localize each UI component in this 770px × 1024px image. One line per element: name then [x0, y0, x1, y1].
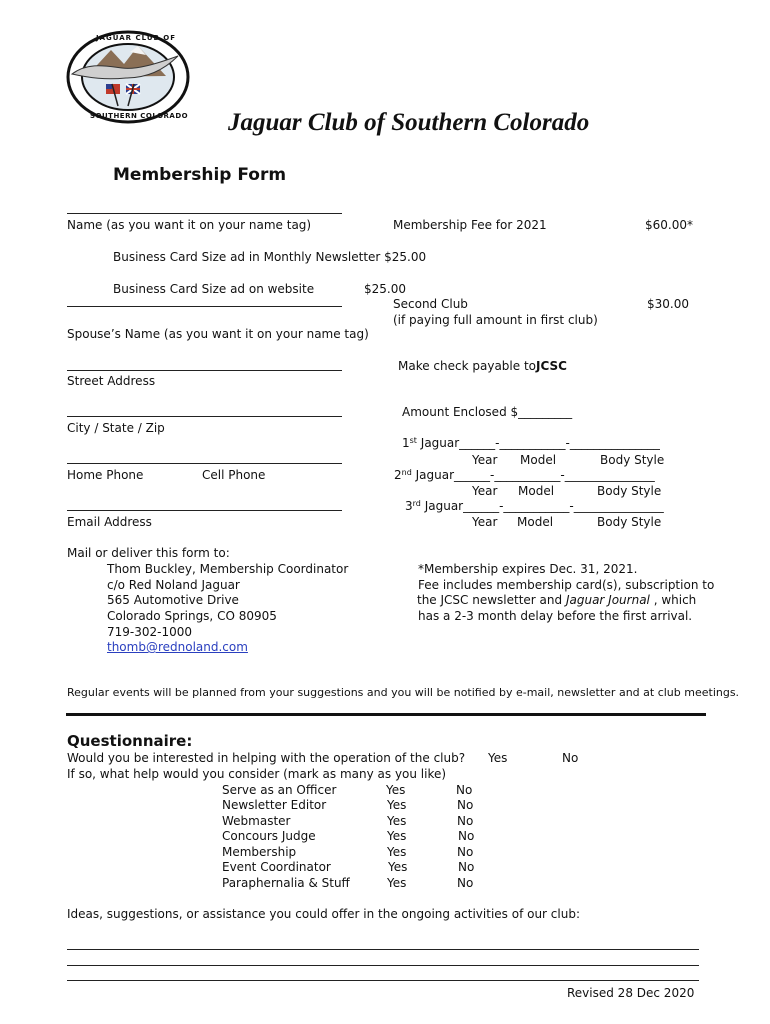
membership-fee-label: Membership Fee for 2021: [393, 218, 547, 232]
jaguar-1-suffix: st: [409, 436, 417, 445]
mail-line-4: Colorado Springs, CO 80905: [107, 609, 277, 623]
club-logo-graphic: [66, 30, 190, 124]
cell-phone-label: Cell Phone: [202, 468, 266, 482]
events-note: Regular events will be planned from your suggestions and you will be notified by e-mail, newsletter and at club meetings.: [67, 686, 740, 699]
jaguar-3-model: Model: [517, 515, 554, 529]
question-1-yes[interactable]: Yes: [488, 751, 508, 765]
logo-text-bottom: SOUTHERN COLORADO: [90, 112, 189, 120]
mail-line-5: 719-302-1000: [107, 625, 193, 639]
ideas-line-1[interactable]: [67, 949, 699, 950]
website-ad-amount: $25.00: [364, 282, 406, 296]
jaguar-1-model: Model: [520, 453, 557, 467]
role-concours-judge-yes[interactable]: Yes: [387, 829, 407, 843]
expiry-line-2: Fee includes membership card(s), subscription to: [418, 578, 715, 592]
payable-label: Make check payable to:: [398, 359, 541, 373]
role-membership-yes[interactable]: Yes: [387, 845, 407, 859]
role-event-coordinator: Event Coordinator: [222, 860, 331, 874]
question-1: Would you be interested in helping with the operation of the club?: [67, 751, 466, 765]
role-webmaster-no[interactable]: No: [457, 814, 474, 828]
name-field-line[interactable]: [67, 213, 342, 214]
role-event-coordinator-no[interactable]: No: [458, 860, 475, 874]
ideas-line-2[interactable]: [67, 965, 699, 966]
jaguar-3-line[interactable]: [405, 500, 664, 512]
newsletter-ad-line: Business Card Size ad in Monthly Newsletter $25.00: [113, 250, 427, 264]
spouse-field-line[interactable]: [67, 306, 342, 307]
second-club-amount: $30.00: [647, 297, 689, 311]
jaguar-2-body: Body Style: [597, 484, 662, 498]
jaguar-journal-title: Jaguar Journal: [565, 593, 650, 607]
mail-line-3: 565 Automotive Drive: [107, 593, 239, 607]
role-membership-no[interactable]: No: [457, 845, 474, 859]
role-paraphernalia-no[interactable]: No: [457, 876, 474, 890]
mail-line-1: Thom Buckley, Membership Coordinator: [107, 562, 349, 576]
jaguar-3-ordinal: 3: [405, 499, 413, 513]
role-event-coordinator-yes[interactable]: Yes: [388, 860, 408, 874]
jaguar-1-line[interactable]: [402, 437, 660, 449]
question-2: If so, what help would you consider (mark as many as you like): [67, 767, 447, 781]
second-club-label: Second Club: [393, 297, 468, 311]
coordinator-email-link[interactable]: thomb@rednoland.com: [107, 640, 248, 654]
name-label: Name (as you want it on your name tag): [67, 218, 312, 232]
jaguar-3-body: Body Style: [597, 515, 662, 529]
club-logo: [66, 30, 190, 124]
jaguar-2-suffix: nd: [401, 468, 412, 477]
membership-fee-amount: $60.00*: [645, 218, 693, 232]
role-paraphernalia-yes[interactable]: Yes: [387, 876, 407, 890]
jaguar-2-blanks: Jaguar______-___________-_______________: [415, 468, 655, 482]
website-ad-label: Business Card Size ad on website: [113, 282, 315, 296]
ideas-prompt: Ideas, suggestions, or assistance you could offer in the ongoing activities of our club:: [67, 907, 580, 921]
home-phone-label: Home Phone: [67, 468, 144, 482]
payable-to: JCSC: [536, 359, 567, 373]
expiry-line-3-post: , which: [649, 593, 697, 607]
role-concours-judge-no[interactable]: No: [458, 829, 475, 843]
role-webmaster: Webmaster: [222, 814, 291, 828]
questionnaire-heading: Questionnaire:: [67, 732, 193, 750]
role-membership: Membership: [222, 845, 297, 859]
ideas-line-3[interactable]: [67, 980, 699, 981]
jaguar-3-suffix: rd: [412, 499, 421, 508]
role-officer-yes[interactable]: Yes: [386, 783, 406, 797]
jaguar-1-ordinal: 1: [402, 436, 410, 450]
street-label: Street Address: [67, 374, 156, 388]
logo-text-top: JAGUAR CLUB OF: [96, 34, 177, 42]
email-field-line[interactable]: [67, 510, 342, 511]
role-officer: Serve as an Officer: [222, 783, 337, 797]
email-label: Email Address: [67, 515, 152, 529]
jaguar-2-model: Model: [518, 484, 555, 498]
question-1-no[interactable]: No: [562, 751, 579, 765]
jaguar-2-year: Year: [472, 484, 498, 498]
second-club-note: (if paying full amount in first club): [393, 313, 598, 327]
expiry-line-4: has a 2-3 month delay before the first arrival.: [418, 609, 693, 623]
jaguar-1-body: Body Style: [600, 453, 665, 467]
revised-date: Revised 28 Dec 2020: [567, 986, 695, 1000]
mail-intro: Mail or deliver this form to:: [67, 546, 230, 560]
mail-line-2: c/o Red Noland Jaguar: [107, 578, 240, 592]
page-title: Jaguar Club of Southern Colorado: [228, 109, 590, 136]
spouse-label: Spouse’s Name (as you want it on your name tag): [67, 327, 369, 341]
role-newsletter-editor-yes[interactable]: Yes: [387, 798, 407, 812]
amount-enclosed: Amount Enclosed $_________: [402, 405, 573, 419]
role-paraphernalia: Paraphernalia & Stuff: [222, 876, 350, 890]
role-concours-judge: Concours Judge: [222, 829, 316, 843]
role-officer-no[interactable]: No: [456, 783, 473, 797]
jaguar-1-year: Year: [472, 453, 498, 467]
role-webmaster-yes[interactable]: Yes: [387, 814, 407, 828]
city-label: City / State / Zip: [67, 421, 165, 435]
jaguar-2-ordinal: 2: [394, 468, 402, 482]
street-field-line[interactable]: [67, 370, 342, 371]
city-field-line[interactable]: [67, 416, 342, 417]
expiry-line-1: *Membership expires Dec. 31, 2021.: [418, 562, 638, 576]
phone-field-line[interactable]: [67, 463, 342, 464]
role-newsletter-editor: Newsletter Editor: [222, 798, 327, 812]
expiry-line-3: [417, 594, 696, 606]
section-divider: [66, 713, 706, 716]
expiry-line-3-pre: the JCSC newsletter and: [417, 593, 566, 607]
role-newsletter-editor-no[interactable]: No: [457, 798, 474, 812]
jaguar-2-line[interactable]: [394, 469, 655, 481]
jaguar-3-blanks: Jaguar______-___________-_______________: [424, 499, 664, 513]
jaguar-3-year: Year: [472, 515, 498, 529]
jaguar-1-blanks: Jaguar______-___________-_______________: [420, 436, 660, 450]
form-heading: Membership Form: [113, 165, 287, 185]
